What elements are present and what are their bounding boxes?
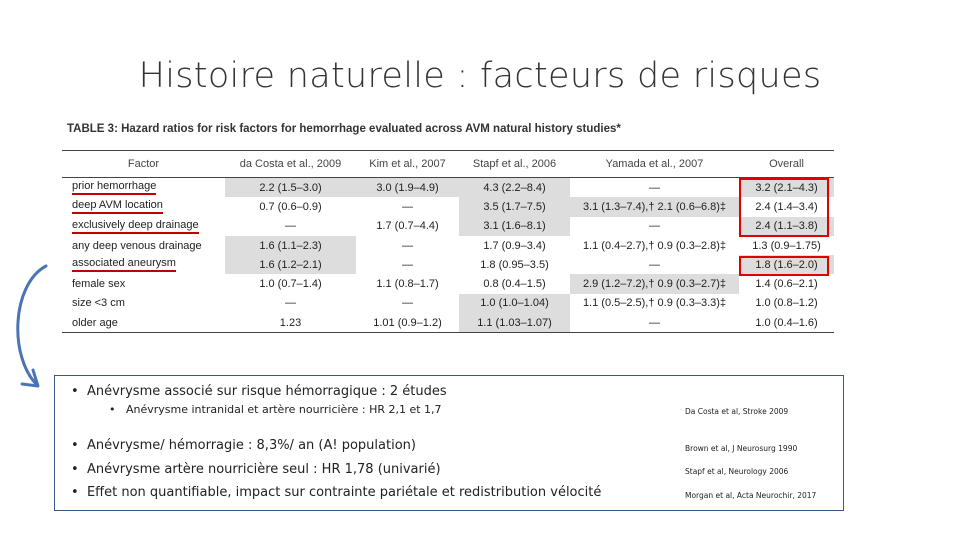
notes-box [54,375,844,511]
table-cell: 1.7 (0.9–3.4) [483,239,546,252]
header-factor: Factor [62,151,225,178]
header-kim: Kim et al., 2007 [356,151,459,178]
factor-label: associated aneurysm [72,257,176,272]
table-cell: — [285,297,296,310]
curved-arrow-icon [4,262,54,402]
table-cell: 1.0 (1.0–1.04) [459,294,570,313]
factor-label: exclusively deep drainage [72,219,199,234]
table-cell: 2.4 (1.4–3.4) [755,200,818,213]
hazard-ratio-table [62,150,834,333]
table-cell: 1.6 (1.1–2.3) [225,236,356,255]
table-cell: 2.4 (1.1–3.8) [739,217,834,236]
table-row [62,197,834,216]
table-cell: 1.0 (0.7–1.4) [259,278,322,291]
table-cell: — [402,258,413,271]
table-cell: 1.7 (0.7–4.4) [376,220,439,233]
header-stapf: Stapf et al., 2006 [459,151,570,178]
table-caption: TABLE 3: Hazard ratios for risk factors for hemorrhage evaluated across AVM natural history studies* [67,123,621,135]
table-cell: 1.6 (1.2–2.1) [225,255,356,274]
table-cell: 3.0 (1.9–4.9) [356,178,459,198]
table-cell: 3.1 (1.3–7.4),† 2.1 (0.6–6.8)‡ [570,197,739,216]
factor-cell [62,274,225,293]
bullet-item: • Effet non quantifiable, impact sur contrainte pariétale et redistribution vélocité [71,485,602,500]
header-dacosta: da Costa et al., 2009 [225,151,356,178]
factor-label: deep AVM location [72,199,163,214]
header-yamada: Yamada et al., 2007 [570,151,739,178]
factor-cell [62,217,225,236]
table-cell: — [285,220,296,233]
factor-cell [62,294,225,313]
bullet-text: Anévrysme/ hémorragie : 8,3%/ an (A! population) [86,438,416,453]
reference-stapf: Stapf et al, Neurology 2006 [685,467,789,476]
table-cell: — [402,200,413,213]
factor-cell [62,255,225,274]
bullet-text: Anévrysme associé sur risque hémorragique : 2 études [86,384,447,399]
table-cell: 3.1 (1.6–8.1) [459,217,570,236]
highlight-box-overall-top [739,178,829,237]
sub-bullet-item: • Anévrysme intranidal et artère nourricière : HR 2,1 et 1,7 [109,403,442,416]
table-cell: 1.3 (0.9–1.75) [752,239,821,252]
table-row [62,294,834,313]
table-cell: 1.01 (0.9–1.2) [356,313,459,333]
table-cell: 2.9 (1.2–7.2),† 0.9 (0.3–2.7)‡ [570,274,739,293]
factor-cell [62,197,225,216]
table-cell: 3.5 (1.7–7.5) [459,197,570,216]
factor-label: prior hemorrhage [72,180,156,195]
table-row [62,313,834,333]
bullet-item: • Anévrysme artère nourricière seul : HR 1,78 (univarié) [71,462,441,477]
table-header-row [62,151,834,178]
bullet-text: Anévrysme artère nourricière seul : HR 1,78 (univarié) [86,462,441,477]
factor-label: female sex [72,278,126,291]
factor-cell [62,313,225,333]
table-row [62,178,834,198]
factor-cell [62,236,225,255]
bullet-item: • Anévrysme associé sur risque hémorragique : 2 études [71,384,447,399]
table-cell: 1.8 (1.6–2.0) [739,255,834,274]
factor-label: any deep venous drainage [72,239,202,252]
slide-title: Histoire naturelle : facteurs de risques [138,56,822,96]
bullet-text: Effet non quantifiable, impact sur contrainte pariétale et redistribution vélocité [86,485,602,500]
reference-morgan: Morgan et al, Acta Neurochir, 2017 [685,491,817,500]
header-overall: Overall [739,151,834,178]
highlight-box-overall-aneurysm [739,256,829,276]
table-cell: 1.1 (0.5–2.5),† 0.9 (0.3–3.3)‡ [582,297,727,310]
table-cell: 0.7 (0.6–0.9) [259,200,322,213]
table-cell: — [649,258,660,271]
factor-label: size <3 cm [72,297,125,310]
reference-brown: Brown et al, J Neurosurg 1990 [685,444,798,453]
table-cell: — [402,297,413,310]
factor-cell [62,178,225,198]
table-cell: — [570,313,739,333]
table-cell: 1.0 (0.8–1.2) [755,297,818,310]
table-cell: 1.8 (0.95–3.5) [480,258,549,271]
table-cell: — [402,239,413,252]
table-cell: 4.3 (2.2–8.4) [459,178,570,198]
table-cell: — [649,181,660,194]
table-cell: 1.0 (0.4–1.6) [739,313,834,333]
table-cell: 2.2 (1.5–3.0) [225,178,356,198]
table-cell: 1.1 (1.03–1.07) [459,313,570,333]
table-row [62,236,834,255]
table-cell: 1.1 (0.8–1.7) [376,278,439,291]
table-row [62,217,834,236]
bullet-text: Anévrysme intranidal et artère nourricière : HR 2,1 et 1,7 [125,403,442,416]
table-cell: 3.2 (2.1–4.3) [739,178,834,198]
bullet-item: • Anévrysme/ hémorragie : 8,3%/ an (A! population) [71,438,416,453]
table-cell: — [649,220,660,233]
table-row [62,274,834,293]
table-cell: 1.4 (0.6–2.1) [755,278,818,291]
factor-label: older age [72,316,118,329]
reference-dacosta: Da Costa et al, Stroke 2009 [685,407,789,416]
table-row [62,255,834,274]
table-cell: 0.8 (0.4–1.5) [483,278,546,291]
table-cell: 1.23 [225,313,356,333]
table-cell: 1.1 (0.4–2.7),† 0.9 (0.3–2.8)‡ [582,239,727,252]
